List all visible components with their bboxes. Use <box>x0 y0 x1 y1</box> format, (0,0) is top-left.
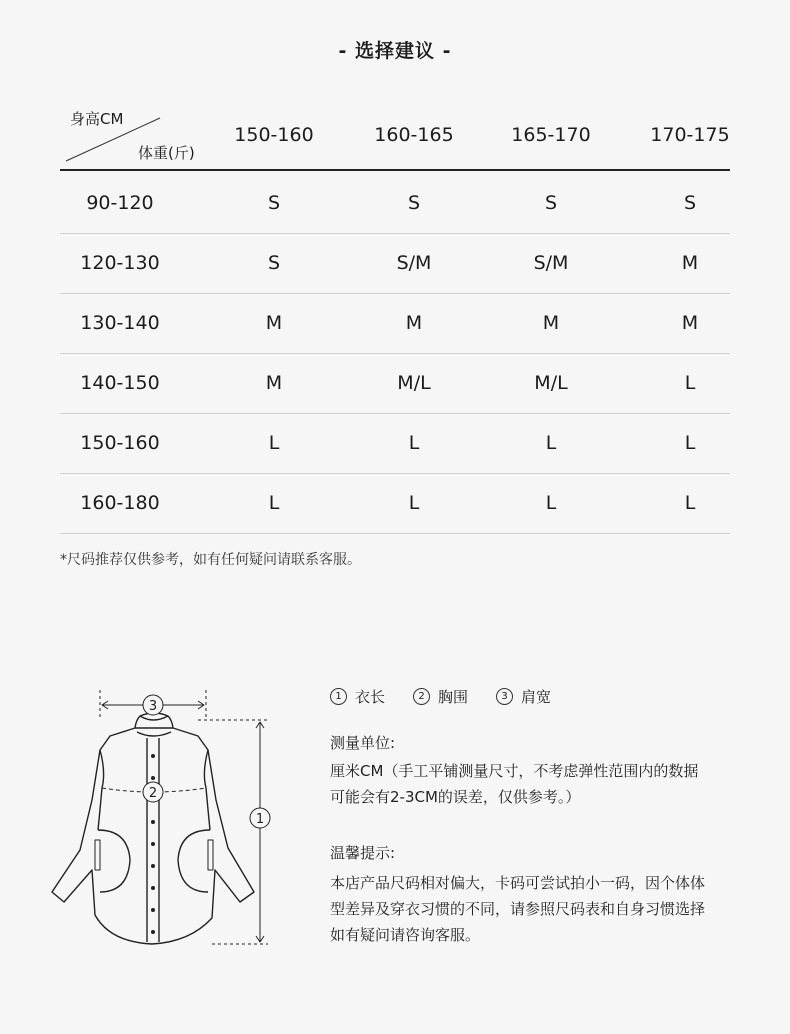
size-cell: S <box>544 192 558 214</box>
weight-cell: 90-120 <box>86 192 154 214</box>
table-row <box>60 234 730 294</box>
legend-item-shoulder <box>496 686 551 707</box>
column-header: 170-175 <box>650 124 730 146</box>
size-cell: M <box>405 312 423 334</box>
legend-item-chest <box>413 686 468 707</box>
table-row <box>60 294 730 354</box>
size-cell: S <box>683 192 697 214</box>
size-cell: L <box>268 492 280 514</box>
measure-line: 厘米CM（手工平铺测量尺寸，不考虑弹性范围内的数据 <box>330 762 699 780</box>
column-header: 165-170 <box>511 124 591 146</box>
legend-number: 1 <box>330 688 347 705</box>
size-cell: M/L <box>534 372 568 394</box>
garment-diagram <box>40 680 280 960</box>
header-rule <box>60 169 730 171</box>
tips-line: 本店产品尺码相对偏大，卡码可尝试拍小一码，因个体体 <box>330 874 706 892</box>
column-header: 160-165 <box>374 124 454 146</box>
legend-number: 3 <box>496 688 513 705</box>
size-cell: L <box>684 372 696 394</box>
size-cell: S <box>267 192 281 214</box>
size-cell: L <box>684 432 696 454</box>
table-row <box>60 174 730 234</box>
table-row <box>60 474 730 534</box>
legend-label: 胸围 <box>438 688 469 706</box>
weight-cell: 150-160 <box>80 432 160 454</box>
column-header: 150-160 <box>234 124 314 146</box>
measure-heading: 测量单位: <box>330 734 396 752</box>
size-note: *尺码推荐仅供参考，如有任何疑问请联系客服。 <box>60 552 361 568</box>
size-cell: L <box>684 492 696 514</box>
legend-label: 肩宽 <box>521 688 552 706</box>
weight-cell: 130-140 <box>80 312 160 334</box>
weight-cell: 140-150 <box>80 372 160 394</box>
height-axis-label: 身高CM <box>70 110 124 128</box>
size-cell: M <box>681 312 699 334</box>
table-corner-header <box>60 100 210 166</box>
size-cell: M <box>681 252 699 274</box>
weight-axis-label: 体重(斤) <box>138 144 195 162</box>
size-cell: S <box>407 192 421 214</box>
size-cell: L <box>408 432 420 454</box>
size-cell: M/L <box>397 372 431 394</box>
size-cell: M <box>265 372 283 394</box>
tips-line: 型差异及穿衣习惯的不同，请参照尺码表和自身习惯选择 <box>330 900 706 918</box>
shoulder-mark: 3 <box>148 699 158 714</box>
page-title: - 选择建议 - <box>338 40 452 62</box>
size-cell: L <box>545 492 557 514</box>
size-cell: S/M <box>533 252 569 274</box>
tips-line: 如有疑问请咨询客服。 <box>330 926 481 944</box>
row-divider <box>60 533 730 534</box>
legend-number: 2 <box>413 688 430 705</box>
size-cell: M <box>542 312 560 334</box>
size-cell: M <box>265 312 283 334</box>
size-cell: L <box>545 432 557 454</box>
table-row <box>60 354 730 414</box>
shirt-outline-icon <box>40 680 280 960</box>
legend-label: 衣长 <box>355 688 386 706</box>
weight-cell: 120-130 <box>80 252 160 274</box>
length-mark: 1 <box>255 812 265 827</box>
size-cell: S/M <box>396 252 432 274</box>
legend-item-length <box>330 686 385 707</box>
table-row <box>60 414 730 474</box>
tips-heading: 温馨提示: <box>330 844 396 862</box>
size-cell: S <box>267 252 281 274</box>
weight-cell: 160-180 <box>80 492 160 514</box>
chest-mark: 2 <box>148 786 158 801</box>
measure-legend <box>330 686 551 707</box>
measure-line: 可能会有2-3CM的误差，仅供参考。） <box>330 788 581 806</box>
size-cell: L <box>408 492 420 514</box>
size-cell: L <box>268 432 280 454</box>
